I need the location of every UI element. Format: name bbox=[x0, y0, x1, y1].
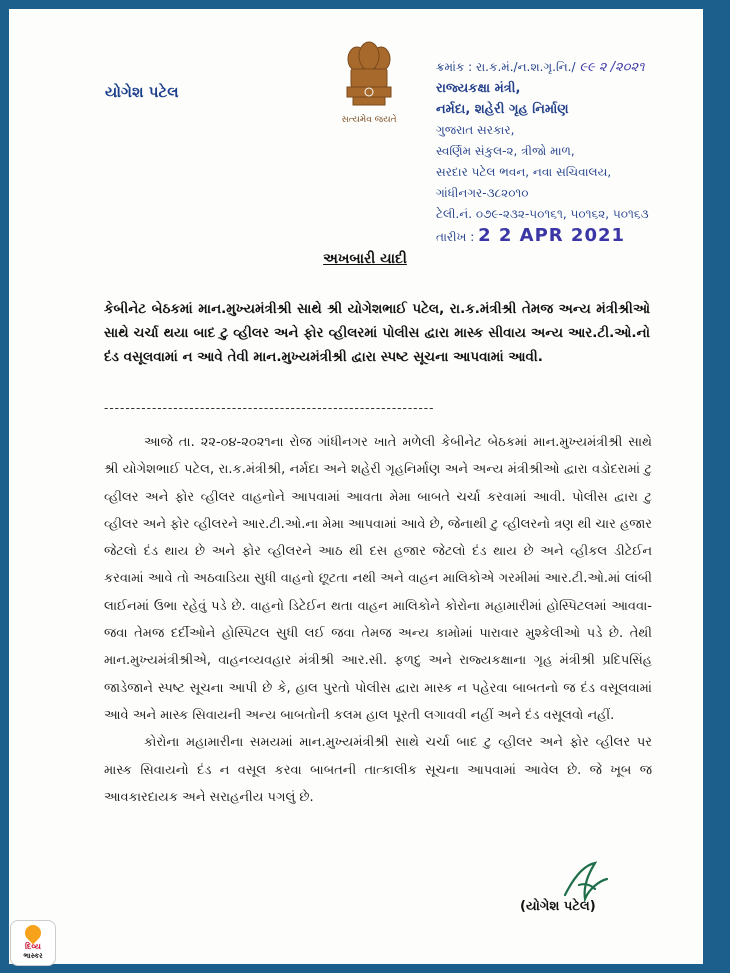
reference-handwritten: ૯૯ ૨ /૨૦૨૧ bbox=[579, 60, 645, 75]
body-paragraph: કોરોના મહામારીના સમયમાં માન.મુખ્યમંત્રીશ્રી સાથે ચર્ચા બાદ ટુ વ્હીલર અને ફોર વ્હીલર પર માસ્ક સિવાયનો દંડ ન વસૂલ કરવા બાબતની તાત્કાલીક સૂચના આપવામાં આવેલ છે. જે ખૂબ જ આવકારદાયક અને સરાહનીય પગલું છે. bbox=[104, 735, 652, 805]
emblem-motto: સત્યમેવ જયતે bbox=[341, 115, 397, 125]
flame-icon bbox=[22, 922, 45, 945]
sender-name: યોગેશ પટેલ bbox=[105, 83, 179, 101]
date-label: તારીખ : bbox=[436, 230, 475, 244]
date-row bbox=[436, 225, 701, 248]
separator-line: -------------------------------------------------------------- bbox=[104, 401, 435, 415]
divya-bhaskar-logo bbox=[10, 920, 56, 966]
reference-number: ક્રમાંક : રા.ક.મં./ન.શ.ગૃ.નિ./ ૯૯ ૨ /૨૦૨૧ bbox=[436, 60, 645, 75]
address-line: રાજ્યકક્ષા મંત્રી, bbox=[436, 81, 521, 96]
logo-line-1: દિવ્ય bbox=[25, 942, 41, 951]
address-line: સ્વર્ણિમ સંકુલ-૨, ત્રીજો માળ, bbox=[436, 144, 575, 158]
address-line: નર્મદા, શહેરી ગૃહ નિર્માણ bbox=[436, 102, 569, 117]
body-paragraph: આજે તા. ૨૨-૦૪-૨૦૨૧ના રોજ ગાંધીનગર ખાતે મળેલી કેબીનેટ બેઠકમાં માન.મુખ્યમંત્રીશ્રી સાથે શ્રી યોગેશભાઈ પટેલ, રા.ક.મંત્રીશ્રી, નર્મદા અને શહેરી ગૃહનિર્માણ અને અન્ય મંત્રીશ્રીઓ દ્વારા વડોદરામાં ટુ વ્હીલર અને ફોર વ્હીલર વાહનોને આપવામાં આવતા મેમા બાબતે ચર્ચા કરવામાં આવી. પોલીસ દ્વારા ટુ વ્હીલર અને ફોર વ્હીલરને આર.ટી.ઓ.ના મેમા આપવામાં આવે છે, જેનાથી ટુ વ્હીલરનો ત્રણ થી ચાર હજાર જેટલો દંડ થાય છે અને ફોર વ્હીલરને આઠ થી દસ હજાર જેટલો દંડ થાય છે અને વ્હીકલ ડીટેઈન કરવામાં આવે તો અઠવાડિયા સુધી વાહનો છૂટતા નથી અને વાહન માલિકોએ ગરમીમાં આર.ટી.ઓ.માં લાંબી લાઈનમાં ઉભા રહેવું પડે છે. વાહનો ડિટેઈન થતા વાહન માલિકોને કોરોના મહામારીમાં હોસ્પિટલમાં આવવા-જવા તેમજ દર્દીઓને હોસ્પિટલ સુધી લઈ જવા તેમજ અન્ય કામોમાં પારાવાર મુશ્કેલીઓ પડે છે. તેથી માન.મુખ્યમંત્રીશ્રીએ, વાહનવ્યવહાર મંત્રીશ્રી આર.સી. ફળદુ અને રાજ્યકક્ષાના ગૃહ મંત્રીશ્રી પ્રદિપસિંહ જાડેજાને સ્પષ્ટ સૂચના આપી છે કે, હાલ પુરતો પોલીસ દ્વારા માસ્ક ન પહેરવા બાબતનો જ દંડ વસૂલવામાં આવે અને માસ્ક સિવાયની અન્ય બાબતોની કલમ હાલ પૂરતી લગાવવી નહીં અને દંડ વસૂલવો નહીં. bbox=[104, 435, 652, 723]
page-title: અખબારી યાદી bbox=[323, 251, 407, 267]
address-line: ગુજરાત સરકાર, bbox=[436, 123, 515, 137]
headline: કેબીનેટ બેઠકમાં માન.મુખ્યમંત્રીશ્રી સાથે શ્રી યોગેશભાઈ પટેલ, રા.ક.મંત્રીશ્રી તેમજ અન્ય મંત્રીશ્રીઓ સાથે ચર્ચા થયા બાદ ટુ વ્હીલર અને ફોર વ્હીલરમાં પોલીસ દ્વારા માસ્ક સીવાય અન્ય આર.ટી.ઓ.નો દંડ વસૂલવામાં ન આવે તેવી માન.મુખ્યમંત્રીશ્રી દ્વારા સ્પષ્ટ સૂચના આપવામાં આવી. bbox=[104, 301, 650, 365]
address-line: ગાંધીનગર-૩૮૨૦૧૦ bbox=[436, 186, 529, 200]
address-line: સરદાર પટેલ ભવન, નવા સચિવાલય, bbox=[436, 165, 612, 179]
national-emblem-icon bbox=[339, 39, 399, 113]
logo-line-2: ભાસ્કર bbox=[23, 952, 43, 960]
press-release-body bbox=[104, 429, 652, 811]
address-line: ટેલી.નં. ૦૭૯-૨૩૨-૫૦૧૬૧, ૫૦૧૬૨, ૫૦૧૬૩ bbox=[436, 207, 649, 221]
document-page bbox=[9, 9, 703, 964]
date-stamp: 2 2 APR 2021 bbox=[478, 225, 626, 246]
signatory-name: (યોગેશ પટેલ) bbox=[520, 899, 596, 914]
letterhead-address bbox=[436, 57, 701, 248]
